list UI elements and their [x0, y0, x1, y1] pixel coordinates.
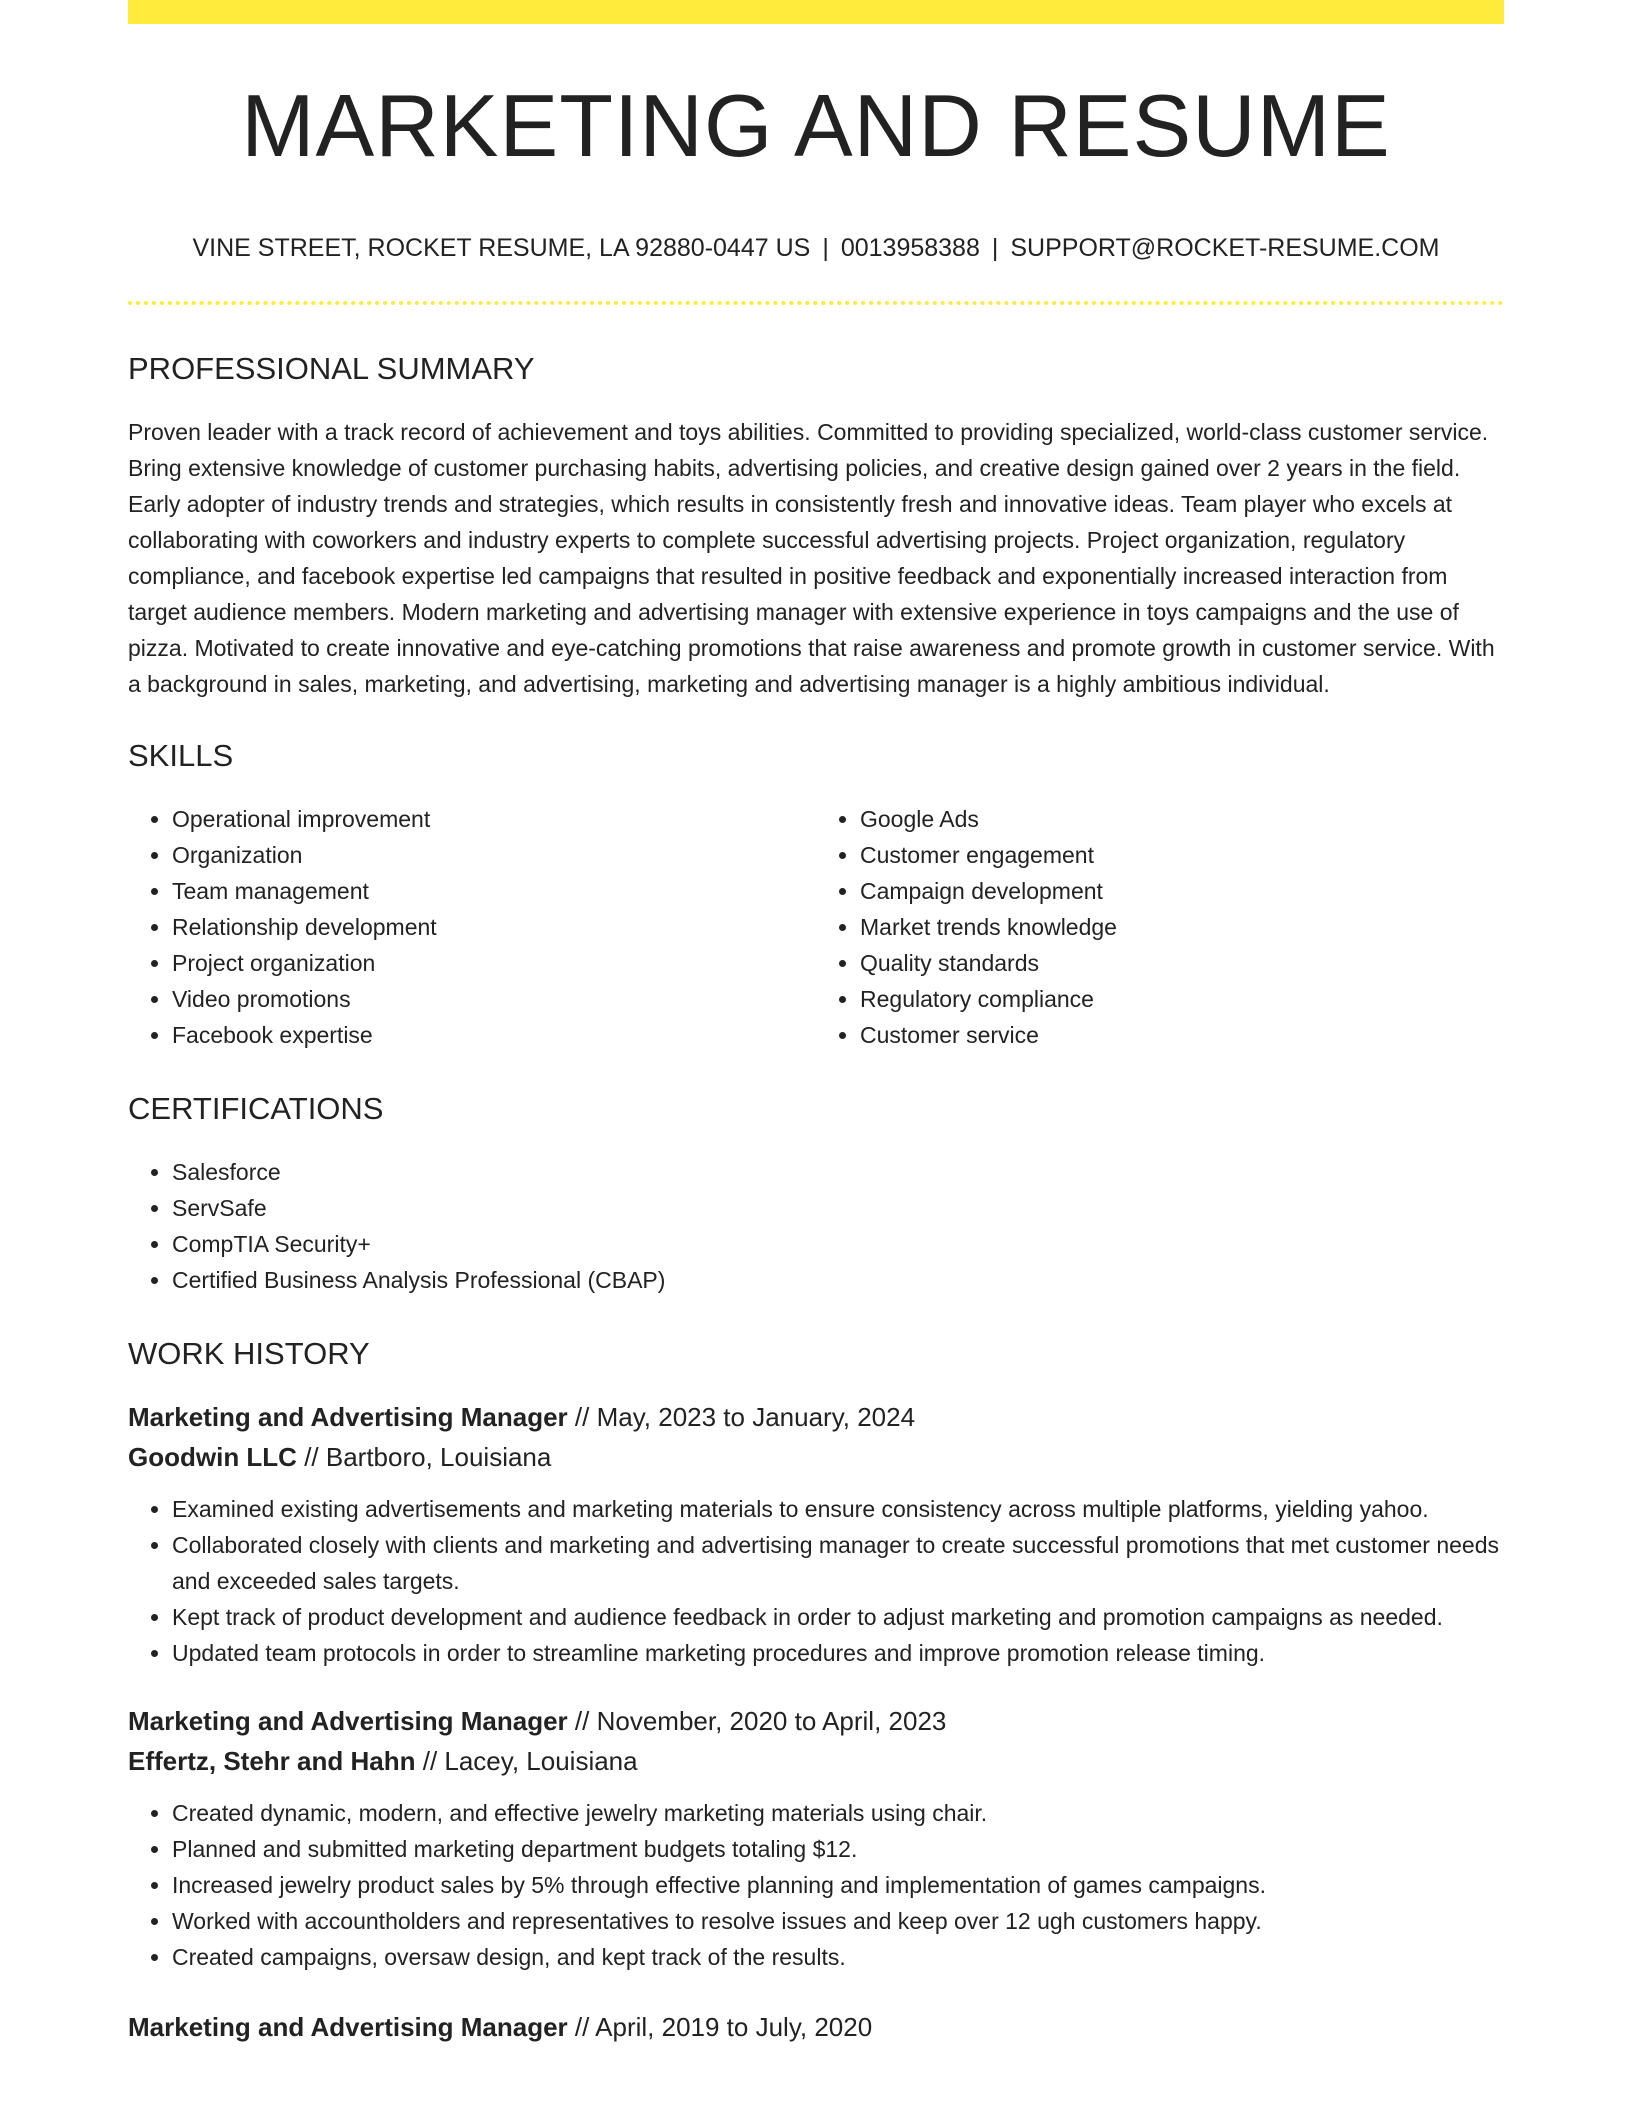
certification-item: • CompTIA Security+ [172, 1226, 1504, 1262]
job-bullet: • Worked with accountholders and representatives to resolve issues and keep over 12 ugh customers happy. [172, 1903, 1504, 1939]
certification-item: • ServSafe [172, 1190, 1504, 1226]
skill-item: • Customer service [860, 1017, 1504, 1053]
skill-item: • Customer engagement [860, 837, 1504, 873]
job-role: Marketing and Advertising Manager [128, 2012, 568, 2042]
contact-address: VINE STREET, ROCKET RESUME, LA 92880-0447 US [192, 234, 811, 262]
dotted-divider [128, 301, 1504, 305]
resume-name: MARKETING AND RESUME [241, 76, 1391, 175]
contact-email[interactable]: SUPPORT@ROCKET-RESUME.COM [1010, 234, 1440, 262]
certification-item: • Salesforce [172, 1154, 1504, 1190]
job-bullets [128, 1491, 1504, 1671]
skill-item: • Quality standards [860, 945, 1504, 981]
job-company-line [128, 1437, 1504, 1477]
job-bullet: • Kept track of product development and audience feedback in order to adjust marketing and promotion campaigns as needed. [172, 1599, 1504, 1635]
job-title-line [128, 2007, 1504, 2047]
resume-page [128, 0, 1504, 2047]
job-role: Marketing and Advertising Manager [128, 1402, 568, 1432]
job-bullet: • Examined existing advertisements and marketing materials to ensure consistency across multiple platforms, yielding yahoo. [172, 1491, 1504, 1527]
job-bullets [128, 1795, 1504, 1975]
job-dates: // May, 2023 to January, 2024 [574, 1402, 916, 1432]
contact-separator: | [991, 234, 999, 262]
accent-bar [128, 0, 1504, 24]
skill-item: • Organization [172, 837, 816, 873]
summary-heading: PROFESSIONAL SUMMARY [128, 351, 535, 386]
job-location: // Lacey, Louisiana [422, 1746, 638, 1776]
job-location: // Bartboro, Louisiana [304, 1442, 552, 1472]
skill-item: • Campaign development [860, 873, 1504, 909]
skills-list-left [128, 801, 816, 1053]
skill-item: • Relationship development [172, 909, 816, 945]
contact-separator: | [822, 234, 829, 262]
contact-line [128, 236, 1504, 261]
work-history-heading: WORK HISTORY [128, 1336, 370, 1371]
job-company-line [128, 1741, 1504, 1781]
skill-item: • Video promotions [172, 981, 816, 1017]
summary-text: Proven leader with a track record of achievement and toys abilities. Committed to providing specialized, world-class customer service. Bring extensive knowledge of customer purchasing habits, advertising policies, and creative design gained over 2 years in the field. Early adopter of industry trends and strategies, which results in consistently fresh and innovative ideas. Team player who excels at collaborating with coworkers and industry experts to complete successful advertising projects. Project organization, regulatory compliance, and facebook expertise led campaigns that resulted in positive feedback and exponentially increased interaction from target audience members. Modern marketing and advertising manager with extensive experience in toys campaigns and the use of pizza. Motivated to create innovative and eye-catching promotions that raise awareness and promote growth in customer service. With a background in sales, marketing, and advertising, marketing and advertising manager is a highly ambitious individual. [128, 419, 1495, 697]
skill-item: • Market trends knowledge [860, 909, 1504, 945]
skill-item: • Regulatory compliance [860, 981, 1504, 1017]
job-bullet: • Created campaigns, oversaw design, and kept track of the results. [172, 1939, 1504, 1975]
job-company: Effertz, Stehr and Hahn [128, 1746, 416, 1776]
job-company: Goodwin LLC [128, 1442, 297, 1472]
skill-item: • Operational improvement [172, 801, 816, 837]
skills-columns [128, 801, 1504, 1053]
skill-item: • Project organization [172, 945, 816, 981]
skills-list-right [816, 801, 1504, 1053]
job-dates: // November, 2020 to April, 2023 [574, 1706, 947, 1736]
certifications-list [128, 1154, 1504, 1298]
job-title-line [128, 1701, 1504, 1741]
certification-item: • Certified Business Analysis Professional (CBAP) [172, 1262, 1504, 1298]
skill-item: • Facebook expertise [172, 1017, 816, 1053]
job-dates: // April, 2019 to July, 2020 [574, 2012, 873, 2042]
job-role: Marketing and Advertising Manager [128, 1706, 568, 1736]
certifications-heading: CERTIFICATIONS [128, 1091, 384, 1126]
skill-item: • Team management [172, 873, 816, 909]
contact-phone: 0013958388 [840, 234, 980, 262]
job-title-line [128, 1397, 1504, 1437]
job-bullet: • Increased jewelry product sales by 5% through effective planning and implementation of games campaigns. [172, 1867, 1504, 1903]
job-bullet: • Updated team protocols in order to streamline marketing procedures and improve promotion release timing. [172, 1635, 1504, 1671]
job-bullet: • Collaborated closely with clients and marketing and advertising manager to create successful promotions that met customer needs and exceeded sales targets. [172, 1527, 1504, 1599]
skills-heading: SKILLS [128, 738, 234, 773]
job-bullet: • Created dynamic, modern, and effective jewelry marketing materials using chair. [172, 1795, 1504, 1831]
skill-item: • Google Ads [860, 801, 1504, 837]
job-bullet: • Planned and submitted marketing department budgets totaling $12. [172, 1831, 1504, 1867]
